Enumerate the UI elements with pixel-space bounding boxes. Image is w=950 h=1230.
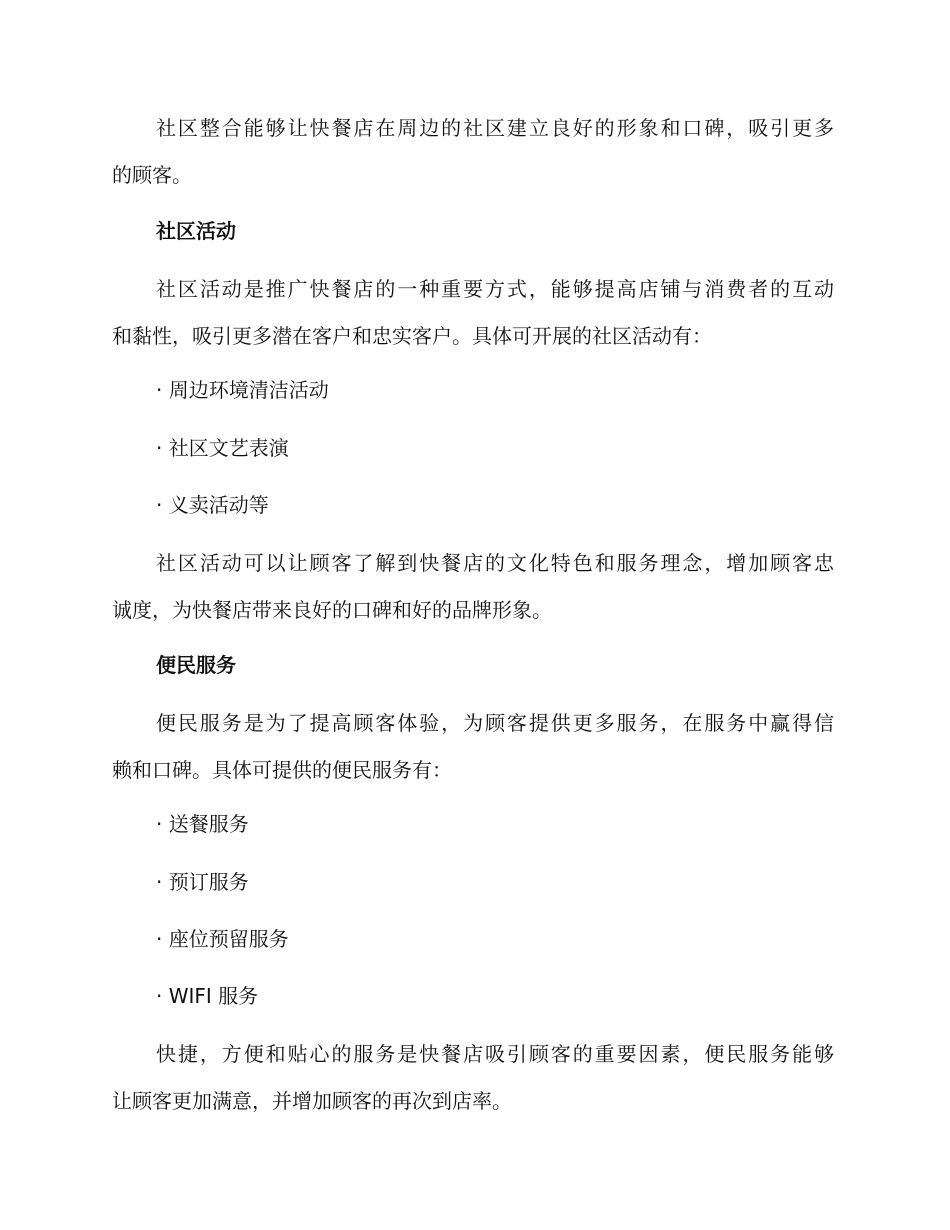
- paragraph-line: 社区活动可以让顾客了解到快餐店的文化特色和服务理念，增加顾客忠: [156, 551, 834, 575]
- list-item: · 座位预留服务: [156, 927, 289, 951]
- section-heading-activities: 社区活动: [156, 219, 236, 243]
- list-item: · 送餐服务: [156, 812, 249, 836]
- services-paragraph-2: [112, 1040, 834, 1116]
- list-item: · 义卖活动等: [156, 493, 269, 517]
- paragraph-line: 和黏性，吸引更多潜在客户和忠实客户。具体可开展的社区活动有：: [112, 324, 712, 348]
- activities-paragraph-2: [112, 549, 834, 625]
- paragraph-line: 便民服务是为了提高顾客体验，为顾客提供更多服务，在服务中赢得信: [156, 711, 834, 735]
- paragraph-line: 社区整合能够让快餐店在周边的社区建立良好的形象和口碑，吸引更多: [156, 116, 834, 140]
- paragraph-line: 让顾客更加满意，并增加顾客的再次到店率。: [112, 1089, 512, 1113]
- list-item: · 社区文艺表演: [156, 436, 289, 460]
- paragraph-line: 赖和口碑。具体可提供的便民服务有：: [112, 758, 452, 782]
- intro-paragraph: [112, 114, 834, 190]
- paragraph-line: 社区活动是推广快餐店的一种重要方式，能够提高店铺与消费者的互动: [156, 277, 834, 301]
- list-item: · 周边环境清洁活动: [156, 378, 329, 402]
- section-heading-services: 便民服务: [156, 653, 236, 677]
- list-item: · 预订服务: [156, 870, 249, 894]
- list-item: · WIFI 服务: [156, 984, 259, 1008]
- services-paragraph-1: [112, 709, 834, 785]
- paragraph-line: 的顾客。: [112, 163, 192, 187]
- paragraph-line: 诚度，为快餐店带来良好的口碑和好的品牌形象。: [112, 598, 552, 622]
- activities-paragraph-1: [112, 275, 834, 351]
- paragraph-line: 快捷，方便和贴心的服务是快餐店吸引顾客的重要因素，便民服务能够: [156, 1042, 834, 1066]
